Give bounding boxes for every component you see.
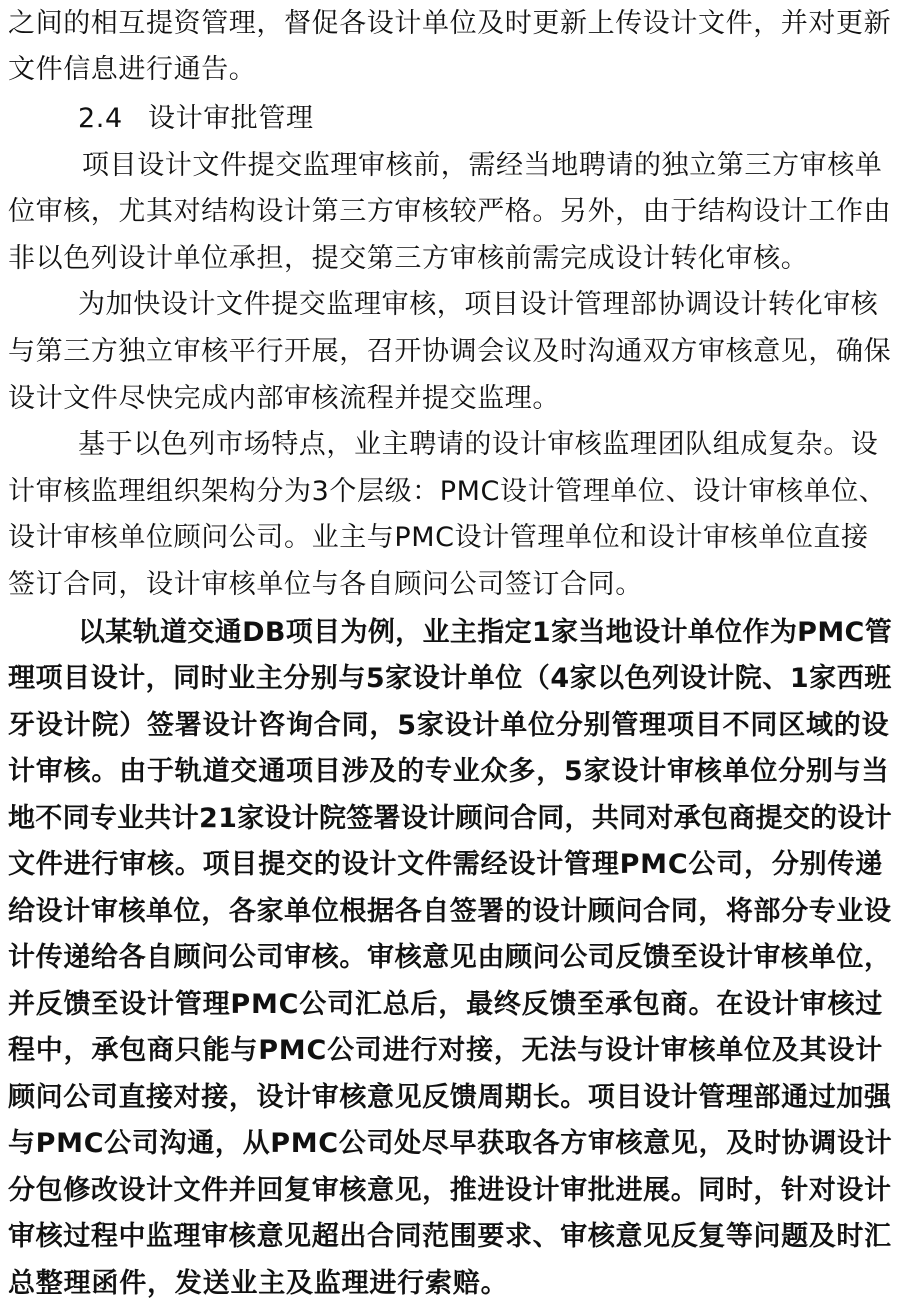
paragraph-line: 设计审核单位顾问公司。业主与PMC设计管理单位和设计审核单位直接 bbox=[8, 522, 869, 553]
paragraph-line: 与第三方独立审核平行开展，召开协调会议及时沟通双方审核意见，确保 bbox=[8, 336, 892, 367]
paragraph-line: 签订合同，设计审核单位与各自顾问公司签订合同。 bbox=[8, 569, 643, 600]
bold-paragraph-line: 程中，承包商只能与PMC公司进行对接，无法与设计审核单位及其设计 bbox=[8, 1035, 884, 1066]
bold-paragraph-line: 给设计审核单位，各家单位根据各自签署的设计顾问合同，将部分专业设 bbox=[8, 896, 892, 927]
bold-paragraph-line: 牙设计院）签署设计咨询合同，5家设计单位分别管理项目不同区域的设 bbox=[8, 710, 890, 741]
section-number: 2.4 bbox=[78, 103, 123, 134]
bold-paragraph-line: 计传递给各自顾问公司审核。审核意见由顾问公司反馈至设计审核单位， bbox=[8, 942, 892, 973]
bold-paragraph-line: 审核过程中监理审核意见超出合同范围要求、审核意见反复等问题及时汇 bbox=[8, 1221, 892, 1252]
paragraph-line: 位审核，尤其对结构设计第三方审核较严格。另外，由于结构设计工作由 bbox=[8, 196, 892, 227]
bold-paragraph-line: 以某轨道交通DB项目为例，业主指定1家当地设计单位作为PMC管 bbox=[78, 617, 893, 648]
bold-paragraph-line: 地不同专业共计21家设计院签署设计顾问合同，共同对承包商提交的设计 bbox=[8, 803, 892, 834]
bold-paragraph-line: 顾问公司直接对接，设计审核意见反馈周期长。项目设计管理部通过加强 bbox=[8, 1082, 892, 1113]
bold-paragraph-line: 计审核。由于轨道交通项目涉及的专业众多，5家设计审核单位分别与当 bbox=[8, 756, 890, 787]
paragraph-line: 文件信息进行通告。 bbox=[8, 54, 257, 85]
paragraph-line: 设计文件尽快完成内部审核流程并提交监理。 bbox=[8, 383, 560, 414]
bold-paragraph-line: 总整理函件，发送业主及监理进行索赔。 bbox=[8, 1268, 509, 1299]
paragraph-line: 非以色列设计单位承担，提交第三方审核前需完成设计转化审核。 bbox=[8, 243, 809, 274]
section-heading bbox=[78, 96, 314, 142]
bold-paragraph-line: 文件进行审核。项目提交的设计文件需经设计管理PMC公司，分别传递 bbox=[8, 849, 884, 880]
paragraph-line: 为加快设计文件提交监理审核，项目设计管理部协调设计转化审核 bbox=[78, 289, 879, 320]
paragraph-line: 计审核监理组织架构分为3个层级：PMC设计管理单位、设计审核单位、 bbox=[8, 476, 887, 507]
bold-paragraph-line: 与PMC公司沟通，从PMC公司处尽早获取各方审核意见，及时协调设计 bbox=[8, 1128, 893, 1159]
bold-paragraph-line: 分包修改设计文件并回复审核意见，推进设计审批进展。同时，针对设计 bbox=[8, 1175, 892, 1206]
bold-paragraph-line: 理项目设计，同时业主分别与5家设计单位（4家以色列设计院、1家西班 bbox=[8, 663, 892, 694]
paragraph-line: 之间的相互提资管理，督促各设计单位及时更新上传设计文件，并对更新 bbox=[8, 8, 892, 39]
paragraph-line: 基于以色列市场特点，业主聘请的设计审核监理团队组成复杂。设 bbox=[78, 429, 879, 460]
section-title: 设计审批管理 bbox=[148, 103, 314, 134]
bold-paragraph-line: 并反馈至设计管理PMC公司汇总后，最终反馈至承包商。在设计审核过 bbox=[8, 989, 884, 1020]
paragraph-line: 项目设计文件提交监理审核前，需经当地聘请的独立第三方审核单 bbox=[82, 150, 883, 181]
